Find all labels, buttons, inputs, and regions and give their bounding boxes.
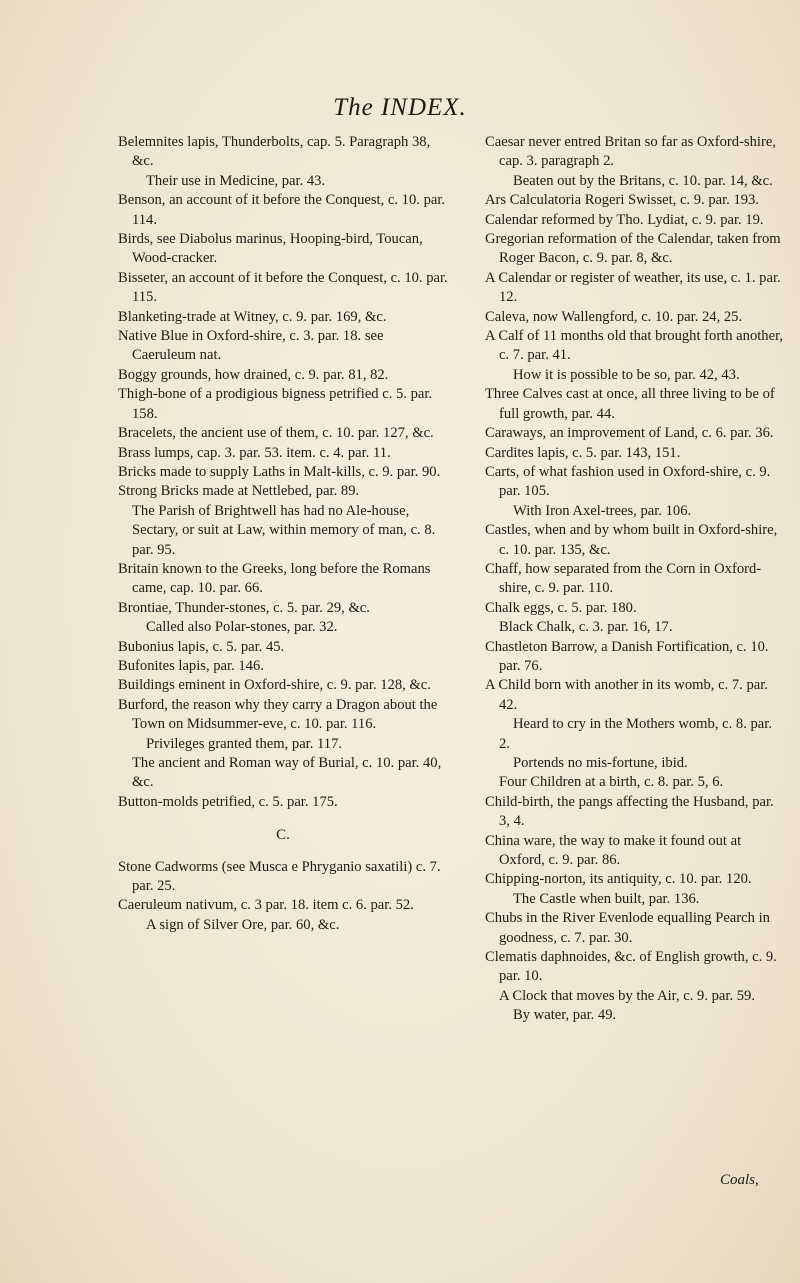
index-entry: Chubs in the River Evenlode equalling Pearch in goodness, c. 7. par. 30. <box>485 910 770 946</box>
index-entry: Castles, when and by whom built in Oxford-shire, c. 10. par. 135, &c. <box>485 522 778 558</box>
index-entry: Burford, the reason why they carry a Dragon about the Town on Midsummer-eve, c. 10. par. 116. <box>118 696 438 733</box>
index-entry: Chaff, how separated from the Corn in Oxford-shire, c. 9. par. 110. <box>485 560 762 597</box>
index-entry: Britain known to the Greeks, long before the Romans came, cap. 10. par. 66. <box>118 560 431 597</box>
index-entry: Button-molds petrified, c. 5. par. 175. <box>118 793 338 810</box>
index-entry: A Child born with another in its womb, c. 7. par. 42. <box>485 677 768 713</box>
index-entry: Bubonius lapis, c. 5. par. 45. <box>118 638 285 655</box>
index-entry: The Castle when built, par. 136. <box>513 890 700 907</box>
index-entry: China ware, the way to make it found out at Oxford, c. 9. par. 86. <box>485 832 742 869</box>
index-entry: A Clock that moves by the Air, c. 9. par. 59. <box>499 987 755 1004</box>
index-entry: Privileges granted them, par. 117. <box>146 735 343 752</box>
index-entry: With Iron Axel-trees, par. 106. <box>513 502 692 519</box>
index-entry: Strong Bricks made at Nettlebed, par. 89. <box>118 483 360 500</box>
index-entry: How it is possible to be so, par. 42, 43. <box>513 366 740 383</box>
index-entry: Chalk eggs, c. 5. par. 180. <box>485 599 637 616</box>
index-entry: Called also Polar-stones, par. 32. <box>146 619 338 636</box>
index-entry: Brontiae, Thunder-stones, c. 5. par. 29, &c. <box>118 599 370 616</box>
index-entry: A Calf of 11 months old that brought forth another, c. 7. par. 41. <box>485 328 784 364</box>
index-entry: Bisseter, an account of it before the Conquest, c. 10. par. 115. <box>118 269 448 306</box>
index-entry: Belemnites lapis, Thunderbolts, cap. 5. Paragraph 38, &c. <box>118 134 431 170</box>
index-entry: Three Calves cast at once, all three living to be of full growth, par. 44. <box>485 386 775 422</box>
index-entry: Stone Cadworms (see Musca e Phryganio saxatili) c. 7. par. 25. <box>118 858 441 895</box>
index-entry: Benson, an account of it before the Conquest, c. 10. par. 114. <box>118 192 446 228</box>
index-entry: The Parish of Brightwell has had no Ale-house, Sectary, or suit at Law, within memory of man, c. 8. par. 95. <box>132 502 436 558</box>
section-letter: C. <box>276 827 290 844</box>
index-entry: Their use in Medicine, par. 43. <box>146 172 326 189</box>
index-entry: Caleva, now Wallengford, c. 10. par. 24, 25. <box>485 308 743 325</box>
index-entry: Native Blue in Oxford-shire, c. 3. par. 18. see Caeruleum nat. <box>118 328 384 364</box>
index-entry: Caesar never entred Britan so far as Oxford-shire, cap. 3. paragraph 2. <box>485 134 776 170</box>
index-entry: Gregorian reformation of the Calendar, taken from Roger Bacon, c. 9. par. 8, &c. <box>485 231 781 267</box>
index-entry: Calendar reformed by Tho. Lydiat, c. 9. par. 19. <box>485 211 764 228</box>
right-column <box>485 133 785 1026</box>
index-entry: Birds, see Diabolus marinus, Hooping-bird, Toucan, Wood-cracker. <box>118 231 423 267</box>
index-entry: Caraways, an improvement of Land, c. 6. par. 36. <box>485 425 774 442</box>
index-entry: Thigh-bone of a prodigious bigness petrified c. 5. par. 158. <box>118 386 433 422</box>
index-entry: Chipping-norton, its antiquity, c. 10. par. 120. <box>485 871 752 888</box>
index-entry: Ars Calculatoria Rogeri Swisset, c. 9. par. 193. <box>485 192 759 209</box>
index-entry: Clematis daphnoides, &c. of English growth, c. 9. par. 10. <box>485 949 777 985</box>
left-column <box>118 133 448 935</box>
index-entry: Bracelets, the ancient use of them, c. 10. par. 127, &c. <box>118 425 434 442</box>
index-entry: Bufonites lapis, par. 146. <box>118 657 264 674</box>
catchword: Coals, <box>720 1172 759 1188</box>
index-entry: Chastleton Barrow, a Danish Fortification, c. 10. par. 76. <box>485 638 769 674</box>
index-entry: Blanketing-trade at Witney, c. 9. par. 169, &c. <box>118 308 387 325</box>
index-entry: Portends no mis-fortune, ibid. <box>513 755 688 771</box>
index-entry: The ancient and Roman way of Burial, c. 10. par. 40, &c. <box>132 755 442 791</box>
index-entry: Bricks made to supply Laths in Malt-kills, c. 9. par. 90. <box>118 463 441 480</box>
index-entry: Buildings eminent in Oxford-shire, c. 9. par. 128, &c. <box>118 677 431 694</box>
index-entry: Black Chalk, c. 3. par. 16, 17. <box>499 619 673 636</box>
index-entry: Cardites lapis, c. 5. par. 143, 151. <box>485 444 681 461</box>
index-entry: A sign of Silver Ore, par. 60, &c. <box>146 916 340 933</box>
index-entry: Carts, of what fashion used in Oxford-shire, c. 9. par. 105. <box>485 463 771 500</box>
index-entry: Child-birth, the pangs affecting the Husband, par. 3, 4. <box>485 793 774 830</box>
index-entry: Boggy grounds, how drained, c. 9. par. 81, 82. <box>118 366 389 383</box>
index-entry: By water, par. 49. <box>513 1007 617 1024</box>
index-entry: Brass lumps, cap. 3. par. 53. item. c. 4. par. 11. <box>118 444 391 461</box>
index-entry: Heard to cry in the Mothers womb, c. 8. par. 2. <box>499 716 772 752</box>
index-entry: A Calendar or register of weather, its use, c. 1. par. 12. <box>485 269 781 306</box>
page-header: The INDEX. <box>333 94 467 121</box>
index-entry: Four Children at a birth, c. 8. par. 5, 6. <box>499 774 724 791</box>
index-entry: Beaten out by the Britans, c. 10. par. 14, &c. <box>513 172 773 189</box>
index-entry: Caeruleum nativum, c. 3 par. 18. item c. 6. par. 52. <box>118 897 414 914</box>
